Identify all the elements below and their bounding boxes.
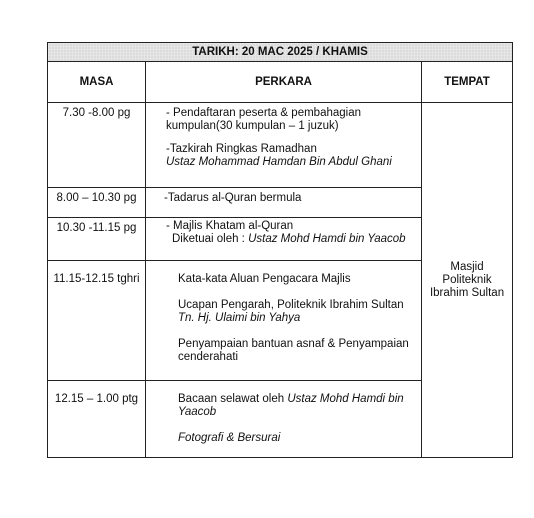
date-title: TARIKH: 20 MAC 2025 / KHAMIS [48,43,513,62]
perkara-cell [146,261,422,381]
item-line: Fotografi & Bersurai [178,432,281,444]
header-row [48,62,513,103]
speaker-name: Ustaz Mohd Hamdi bin [287,393,404,405]
item-line: kumpulan(30 kumpulan – 1 juzuk) [166,120,339,132]
tempat-cell [422,103,513,458]
item-line: -Tadarus al-Quran bermula [164,192,302,204]
masa-cell: 8.00 – 10.30 pg [48,188,146,218]
header-perkara: PERKARA [146,62,422,103]
item-line: Kata-kata Aluan Pengacara Majlis [178,273,351,285]
speaker-name: Ustaz Mohd Hamdi bin Yaacob [248,233,406,245]
item-line [178,393,415,406]
perkara-cell [146,381,422,458]
masa-cell: 7.30 -8.00 pg [48,103,146,188]
tempat-line: Politeknik [442,273,492,286]
perkara-cell [146,188,422,218]
speaker-name: Yaacob [178,406,217,418]
table-row [48,103,513,188]
item-line: - Majlis Khatam al-Quran [166,220,294,232]
speaker-name: Tn. Hj. Ulaimi bin Yahya [178,312,301,324]
item-line: cenderahati [178,351,239,363]
schedule-sheet [47,42,512,458]
item-line [166,233,415,246]
schedule-table [47,42,513,458]
tempat-line: Ibrahim Sultan [429,286,505,299]
item-line: Penyampaian bantuan asnaf & Penyampaian [178,338,409,350]
item-text: Bacaan selawat oleh [178,393,288,405]
header-masa: MASA [48,62,146,103]
item-text: Diketuai oleh : [172,233,249,245]
masa-cell: 10.30 -11.15 pg [48,218,146,261]
item-line: Ucapan Pengarah, Politeknik Ibrahim Sultan [178,299,404,311]
title-row [48,43,513,62]
masa-cell: 11.15-12.15 tghri [48,261,146,381]
speaker-name: Ustaz Mohammad Hamdan Bin Abdul Ghani [166,156,392,168]
item-line: -Tazkirah Ringkas Ramadhan [166,143,317,155]
masa-cell: 12.15 – 1.00 ptg [48,381,146,458]
tempat-line: Masjid [450,260,484,273]
header-tempat: TEMPAT [422,62,513,103]
perkara-cell [146,103,422,188]
perkara-cell [146,218,422,261]
item-line: - Pendaftaran peserta & pembahagian [166,107,361,119]
